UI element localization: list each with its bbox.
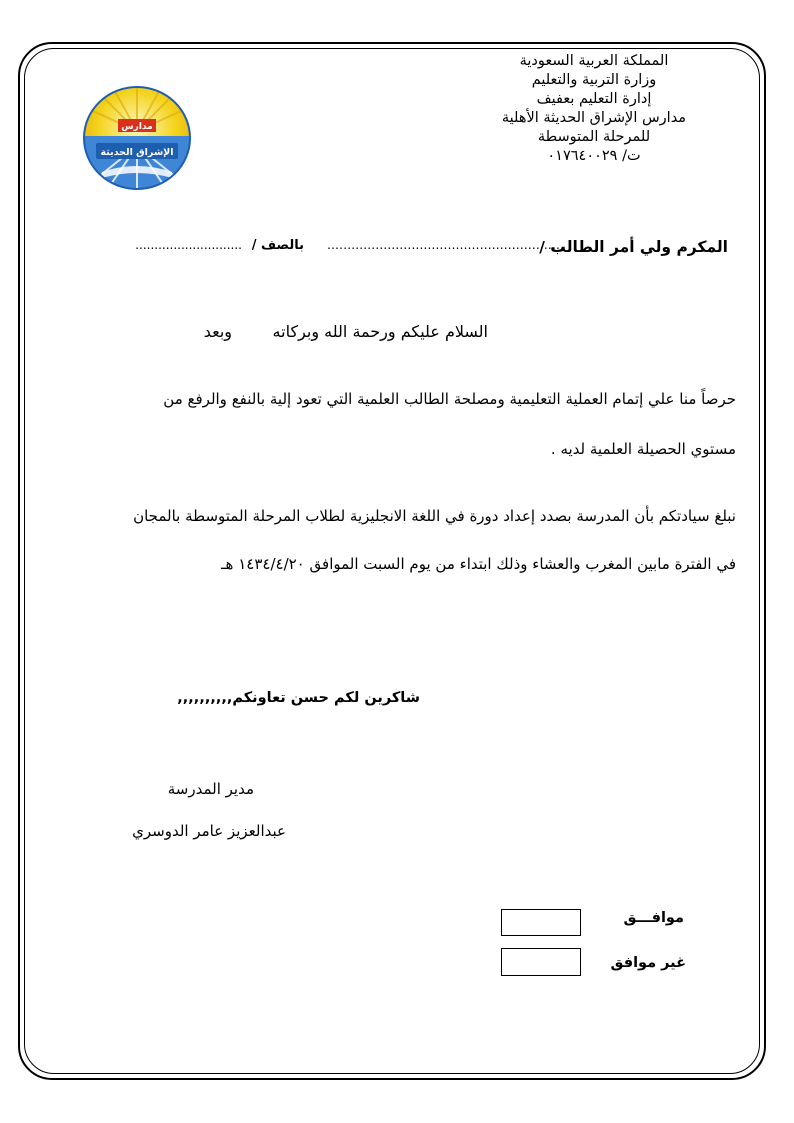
body-paragraph-1-line-1: حرصاً منا علي إتمام العملية التعليمية ومصلحة الطالب العلمية التي تعود إلية بالنفع والرفع من — [163, 390, 736, 408]
school-logo — [82, 86, 192, 190]
logo-top-text: مدارس — [121, 122, 153, 132]
letterhead-line: وزارة التربية والتعليم — [531, 72, 657, 88]
letterhead-line: للمرحلة المتوسطة — [537, 129, 651, 145]
greeting-salam: السلام عليكم ورحمة الله وبركاته — [272, 322, 488, 341]
recipient-dots: ........................................................... — [327, 238, 564, 252]
greeting-wabad: وبعد — [203, 322, 232, 341]
closing-text: شاكرين لكم حسن تعاونكم,,,,,,,,,, — [177, 690, 420, 706]
recipient-label: المكرم ولي أمر الطالب / — [539, 238, 728, 256]
signature-name: عبدالعزيز عامر الدوسري — [132, 822, 286, 840]
letterhead-line: ت/ ٠١٧٦٤٠٠٢٩ — [547, 148, 641, 164]
letterhead-line: إدارة التعليم بعفيف — [536, 91, 652, 107]
letterhead-line: مدارس الإشراق الحديثة الأهلية — [501, 110, 687, 126]
body-paragraph-2-line-2: في الفترة مابين المغرب والعشاء وذلك ابتداء من يوم السبت الموافق ١٤٣٤/٤/٢٠ هـ — [221, 555, 736, 573]
letterhead — [464, 52, 724, 166]
body-paragraph-2-line-1: نبلغ سيادتكم بأن المدرسة بصدد إعداد دورة في اللغة الانجليزية لطلاب المرحلة المتوسطة بالمجان — [133, 507, 736, 525]
logo-bottom-text: الإشراق الحديثة — [100, 147, 174, 158]
class-dots: ............................ — [135, 238, 242, 252]
agree-checkbox[interactable] — [501, 909, 581, 936]
body-paragraph-1-line-2: مستوي الحصيلة العلمية لديه . — [550, 440, 736, 458]
disagree-checkbox[interactable] — [501, 948, 581, 976]
signature-title: مدير المدرسة — [167, 780, 254, 798]
agree-label: موافـــق — [623, 910, 684, 926]
class-label: بالصف / — [251, 238, 304, 253]
letterhead-line: المملكة العربية السعودية — [519, 53, 669, 69]
disagree-label: غير موافق — [610, 955, 686, 971]
